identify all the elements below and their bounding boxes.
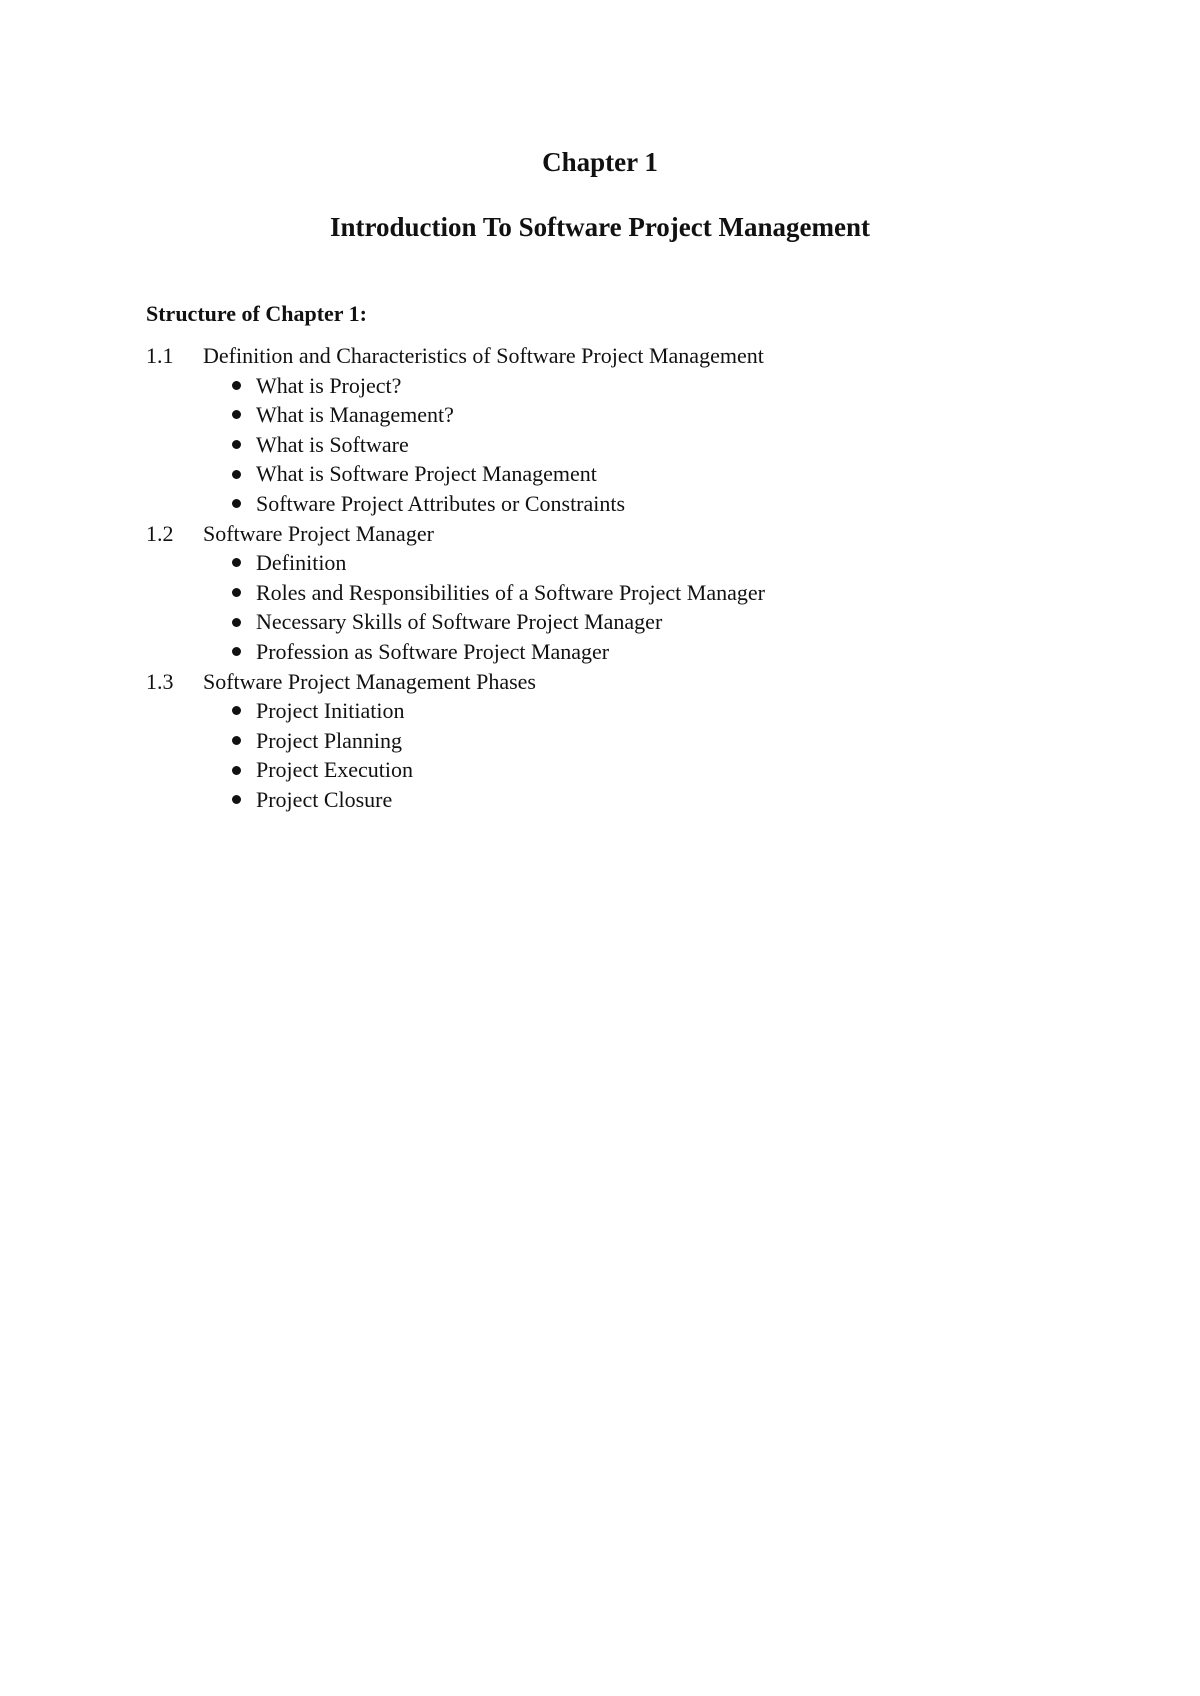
list-item <box>232 726 1106 756</box>
list-item-text: Software Project Attributes or Constraints <box>256 490 626 516</box>
list-item-text: Project Execution <box>256 757 414 783</box>
chapter-title: Introduction To Software Project Management <box>330 212 870 242</box>
toc-section-1-2 <box>146 519 1106 667</box>
section-row <box>146 667 1106 697</box>
bullet-icon <box>232 795 241 804</box>
list-item <box>232 637 1106 667</box>
section-title: Definition and Characteristics of Software Project Management <box>203 343 764 368</box>
bullet-icon <box>232 440 241 449</box>
list-item <box>232 489 1106 519</box>
section-title: Software Project Manager <box>203 520 434 546</box>
list-item-text: What is Software <box>256 431 409 457</box>
list-item-text: What is Software Project Management <box>256 461 597 487</box>
list-item <box>232 400 1106 430</box>
list-item <box>232 755 1106 785</box>
list-item-text: Roles and Responsibilities of a Software Project Manager <box>256 579 765 605</box>
list-item <box>232 430 1106 460</box>
toc-section-1-3 <box>146 667 1106 815</box>
bullet-icon <box>232 558 241 567</box>
bullet-list <box>146 371 1106 519</box>
toc-section-1-1 <box>146 341 1106 519</box>
list-item-text: Project Initiation <box>256 698 405 724</box>
list-item-text: Project Planning <box>256 727 403 753</box>
list-item <box>232 578 1106 608</box>
list-item <box>232 548 1106 578</box>
list-item-text: What is Management? <box>256 402 454 428</box>
section-title: Software Project Management Phases <box>203 668 536 694</box>
bullet-list <box>146 548 1106 666</box>
list-item-text: Project Closure <box>256 786 393 812</box>
bullet-list <box>146 696 1106 814</box>
list-item <box>232 371 1106 401</box>
bullet-icon <box>232 618 241 627</box>
section-number: 1.1 <box>146 343 174 368</box>
bullet-icon <box>232 736 241 745</box>
bullet-icon <box>232 647 241 656</box>
bullet-icon <box>232 381 241 390</box>
list-item-text: Definition <box>256 550 347 576</box>
list-item <box>232 459 1106 489</box>
section-number: 1.2 <box>146 520 174 546</box>
bullet-icon <box>232 766 241 775</box>
bullet-icon <box>232 499 241 508</box>
section-row <box>146 341 1106 371</box>
bullet-icon <box>232 588 241 597</box>
list-item-text: Necessary Skills of Software Project Manager <box>256 609 663 635</box>
chapter-number: Chapter 1 <box>542 147 658 177</box>
list-item <box>232 785 1106 815</box>
structure-heading: Structure of Chapter 1: <box>146 301 367 326</box>
list-item-text: What is Project? <box>256 372 402 398</box>
list-item-text: Profession as Software Project Manager <box>256 638 610 664</box>
section-number: 1.3 <box>146 668 174 694</box>
section-row <box>146 519 1106 549</box>
bullet-icon <box>232 706 241 715</box>
list-item <box>232 696 1106 726</box>
bullet-icon <box>232 410 241 419</box>
list-item <box>232 607 1106 637</box>
bullet-icon <box>232 470 241 479</box>
table-of-contents <box>146 341 1106 815</box>
